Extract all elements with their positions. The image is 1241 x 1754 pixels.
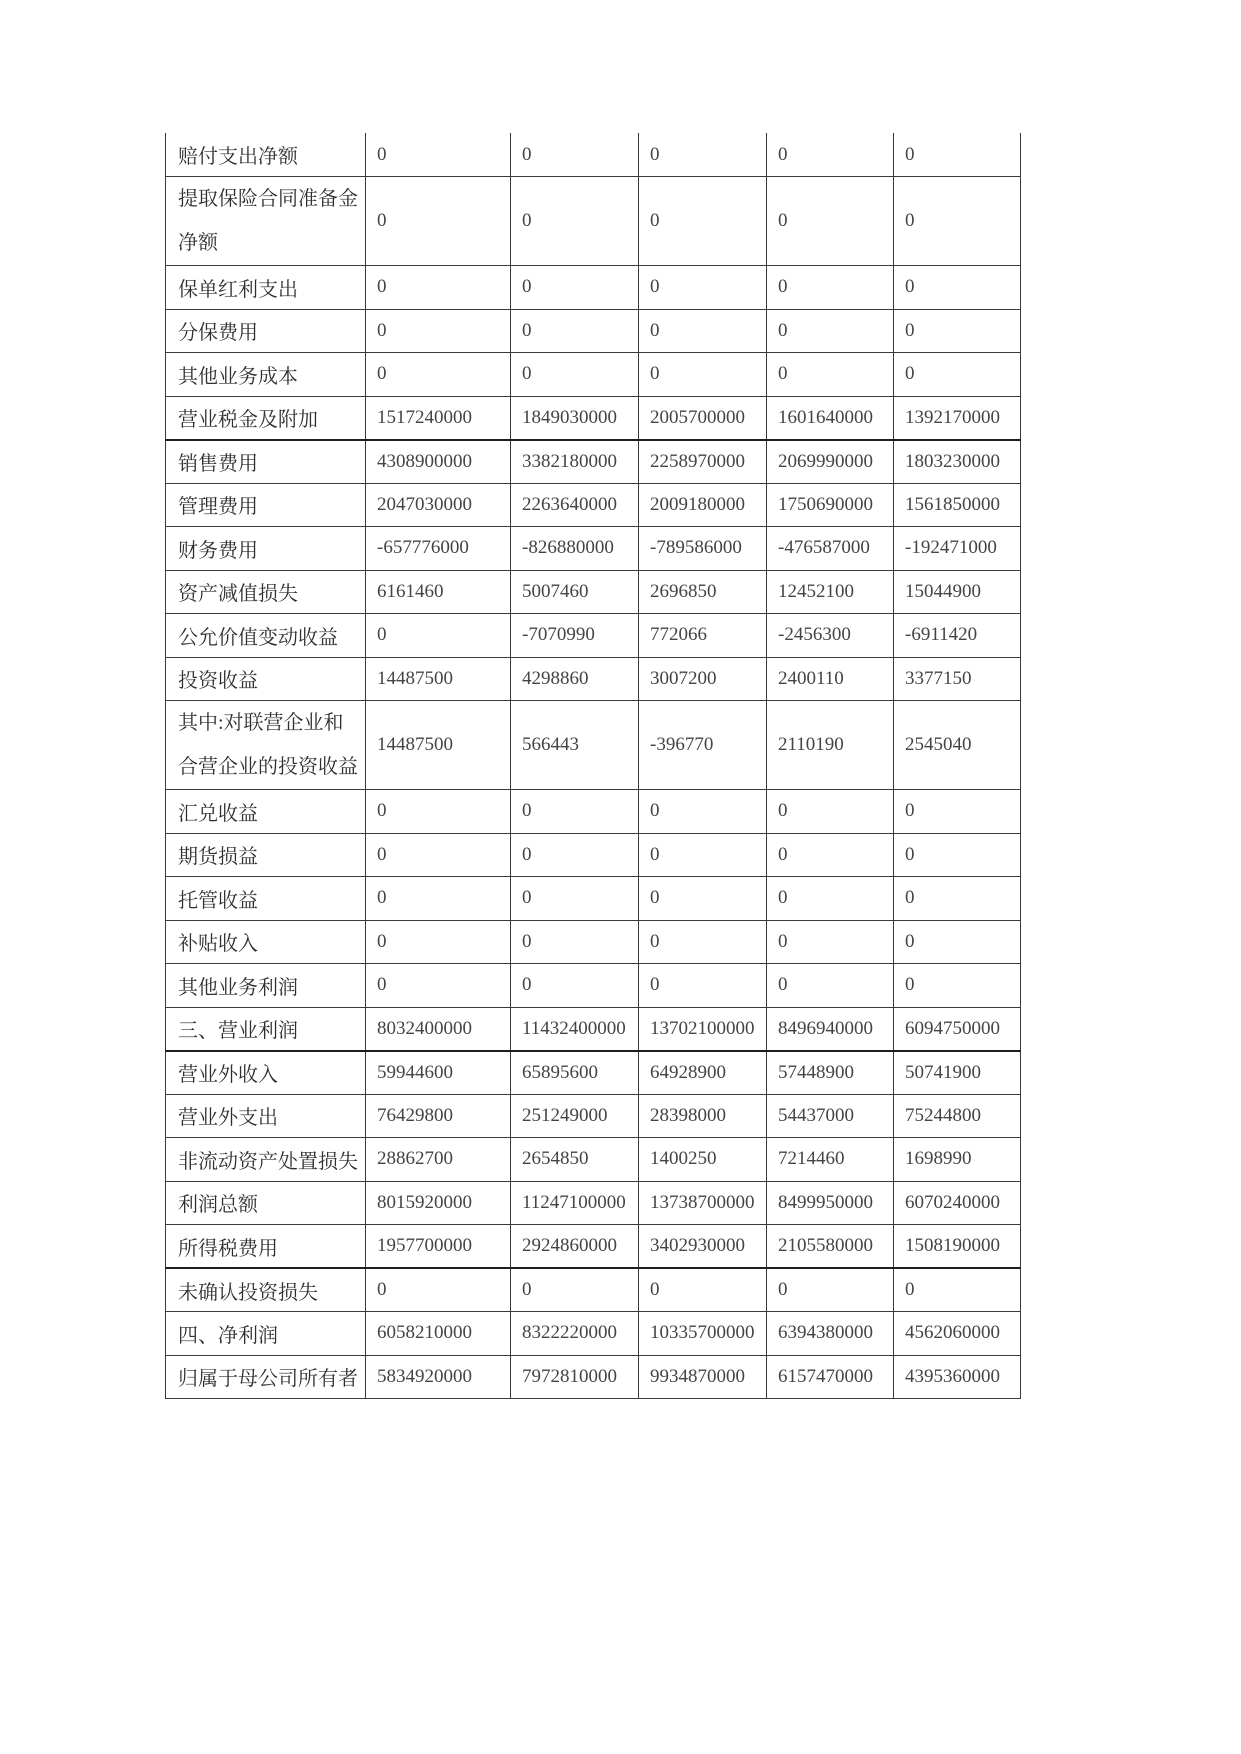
row-value: 2258970000 (639, 440, 767, 484)
row-value: 4298860 (511, 657, 639, 701)
income-statement-table (165, 133, 1021, 1399)
row-label: 赔付支出净额 (166, 133, 366, 177)
table-row (166, 527, 1021, 571)
row-value: -7070990 (511, 614, 639, 658)
row-value: 0 (511, 877, 639, 921)
table-row (166, 1268, 1021, 1312)
row-value: 0 (511, 833, 639, 877)
row-value: 0 (366, 133, 511, 177)
row-value: 0 (894, 1268, 1021, 1312)
table-row (166, 1181, 1021, 1225)
row-value: 59944600 (366, 1051, 511, 1095)
row-value: 57448900 (767, 1051, 894, 1095)
row-value: 7972810000 (511, 1355, 639, 1399)
row-value: 0 (767, 877, 894, 921)
row-value: 13702100000 (639, 1007, 767, 1051)
row-value: 6394380000 (767, 1312, 894, 1356)
table-row (166, 833, 1021, 877)
row-value: 6157470000 (767, 1355, 894, 1399)
row-label: 其他业务利润 (166, 964, 366, 1008)
row-value: 0 (639, 133, 767, 177)
row-value: 0 (639, 266, 767, 310)
row-value: 28862700 (366, 1138, 511, 1182)
row-value: 12452100 (767, 570, 894, 614)
row-value: 0 (511, 133, 639, 177)
row-value: -657776000 (366, 527, 511, 571)
row-value: 8322220000 (511, 1312, 639, 1356)
row-value: 0 (767, 177, 894, 266)
row-value: 11432400000 (511, 1007, 639, 1051)
row-value: 0 (767, 964, 894, 1008)
row-value: 4395360000 (894, 1355, 1021, 1399)
table-row (166, 440, 1021, 484)
row-value: 1849030000 (511, 396, 639, 440)
row-label: 四、净利润 (166, 1312, 366, 1356)
row-value: 14487500 (366, 657, 511, 701)
row-value: 4562060000 (894, 1312, 1021, 1356)
row-value: 0 (366, 877, 511, 921)
row-label: 保单红利支出 (166, 266, 366, 310)
row-label: 投资收益 (166, 657, 366, 701)
row-value: 0 (639, 309, 767, 353)
row-value: 2696850 (639, 570, 767, 614)
row-value: 0 (767, 266, 894, 310)
row-value: 1392170000 (894, 396, 1021, 440)
row-label: 托管收益 (166, 877, 366, 921)
row-value: 3377150 (894, 657, 1021, 701)
row-value: 0 (894, 133, 1021, 177)
row-label: 三、营业利润 (166, 1007, 366, 1051)
row-value: 5834920000 (366, 1355, 511, 1399)
row-value: 1601640000 (767, 396, 894, 440)
row-value: 0 (639, 1268, 767, 1312)
row-value: 0 (894, 790, 1021, 834)
row-label: 营业外收入 (166, 1051, 366, 1095)
row-value: 6058210000 (366, 1312, 511, 1356)
row-value: -2456300 (767, 614, 894, 658)
row-value: 0 (366, 177, 511, 266)
row-value: -192471000 (894, 527, 1021, 571)
row-value: 0 (639, 920, 767, 964)
row-value: 0 (894, 177, 1021, 266)
row-label: 提取保险合同准备金净额 (166, 177, 366, 266)
row-value: 0 (767, 1268, 894, 1312)
row-value: 0 (639, 177, 767, 266)
table-row (166, 133, 1021, 177)
row-value: 6070240000 (894, 1181, 1021, 1225)
row-value: 0 (639, 353, 767, 397)
row-label: 补贴收入 (166, 920, 366, 964)
table-row (166, 920, 1021, 964)
row-value: -396770 (639, 701, 767, 790)
row-value: 0 (894, 353, 1021, 397)
row-value: 0 (894, 877, 1021, 921)
table-row (166, 1094, 1021, 1138)
row-value: 0 (366, 309, 511, 353)
row-value: 2400110 (767, 657, 894, 701)
row-value: 0 (366, 266, 511, 310)
row-value: 0 (767, 133, 894, 177)
row-label: 公允价值变动收益 (166, 614, 366, 658)
row-value: 0 (767, 353, 894, 397)
table-row (166, 701, 1021, 790)
row-value: 54437000 (767, 1094, 894, 1138)
row-value: 3382180000 (511, 440, 639, 484)
row-value: 13738700000 (639, 1181, 767, 1225)
row-label: 归属于母公司所有者 (166, 1355, 366, 1399)
row-value: 772066 (639, 614, 767, 658)
row-value: 3402930000 (639, 1225, 767, 1269)
row-value: 2924860000 (511, 1225, 639, 1269)
row-label: 汇兑收益 (166, 790, 366, 834)
row-value: 11247100000 (511, 1181, 639, 1225)
row-value: 1750690000 (767, 483, 894, 527)
table-row (166, 396, 1021, 440)
row-label: 资产减值损失 (166, 570, 366, 614)
row-value: -826880000 (511, 527, 639, 571)
row-value: 15044900 (894, 570, 1021, 614)
row-value: 0 (767, 790, 894, 834)
row-value: 0 (511, 309, 639, 353)
row-value: 0 (894, 833, 1021, 877)
table-body (166, 133, 1021, 1399)
row-value: 0 (894, 920, 1021, 964)
row-value: 2263640000 (511, 483, 639, 527)
row-value: 75244800 (894, 1094, 1021, 1138)
row-label: 非流动资产处置损失 (166, 1138, 366, 1182)
table-row (166, 1051, 1021, 1095)
row-value: 0 (511, 353, 639, 397)
row-value: 0 (894, 266, 1021, 310)
row-value: -6911420 (894, 614, 1021, 658)
table-row (166, 657, 1021, 701)
row-value: 0 (366, 833, 511, 877)
row-value: 64928900 (639, 1051, 767, 1095)
row-value: 0 (511, 1268, 639, 1312)
table-row (166, 1312, 1021, 1356)
table-row (166, 1138, 1021, 1182)
row-value: -789586000 (639, 527, 767, 571)
row-value: 76429800 (366, 1094, 511, 1138)
row-value: 65895600 (511, 1051, 639, 1095)
row-value: 2545040 (894, 701, 1021, 790)
row-label: 管理费用 (166, 483, 366, 527)
row-value: 14487500 (366, 701, 511, 790)
row-value: 566443 (511, 701, 639, 790)
row-value: 50741900 (894, 1051, 1021, 1095)
row-value: 0 (511, 964, 639, 1008)
row-value: 1517240000 (366, 396, 511, 440)
row-value: 0 (366, 353, 511, 397)
row-value: 0 (366, 920, 511, 964)
table-row (166, 309, 1021, 353)
row-value: 7214460 (767, 1138, 894, 1182)
row-value: 2654850 (511, 1138, 639, 1182)
row-label: 销售费用 (166, 440, 366, 484)
row-value: 0 (767, 833, 894, 877)
row-value: 0 (639, 833, 767, 877)
row-value: 251249000 (511, 1094, 639, 1138)
table-row (166, 483, 1021, 527)
row-value: 1561850000 (894, 483, 1021, 527)
row-value: 2047030000 (366, 483, 511, 527)
row-value: 2105580000 (767, 1225, 894, 1269)
row-value: 1400250 (639, 1138, 767, 1182)
row-value: 0 (366, 1268, 511, 1312)
row-value: 0 (639, 790, 767, 834)
row-value: 0 (511, 790, 639, 834)
row-value: 0 (366, 790, 511, 834)
row-value: 0 (767, 920, 894, 964)
row-label: 其中:对联营企业和合营企业的投资收益 (166, 701, 366, 790)
row-label: 所得税费用 (166, 1225, 366, 1269)
row-label: 营业外支出 (166, 1094, 366, 1138)
row-value: 0 (511, 177, 639, 266)
table-row (166, 266, 1021, 310)
table-row (166, 177, 1021, 266)
row-label: 期货损益 (166, 833, 366, 877)
row-value: 0 (366, 614, 511, 658)
row-value: 0 (639, 964, 767, 1008)
table-row (166, 353, 1021, 397)
row-value: 1957700000 (366, 1225, 511, 1269)
table-row (166, 570, 1021, 614)
row-label: 财务费用 (166, 527, 366, 571)
row-value: 8496940000 (767, 1007, 894, 1051)
table-row (166, 1007, 1021, 1051)
row-value: 4308900000 (366, 440, 511, 484)
row-value: 8015920000 (366, 1181, 511, 1225)
table-row (166, 964, 1021, 1008)
row-value: 0 (639, 877, 767, 921)
row-label: 利润总额 (166, 1181, 366, 1225)
row-value: 2069990000 (767, 440, 894, 484)
row-value: 2009180000 (639, 483, 767, 527)
row-value: 8499950000 (767, 1181, 894, 1225)
row-value: 6161460 (366, 570, 511, 614)
row-value: 2005700000 (639, 396, 767, 440)
row-value: 1698990 (894, 1138, 1021, 1182)
row-value: 0 (767, 309, 894, 353)
row-value: 8032400000 (366, 1007, 511, 1051)
row-value: 5007460 (511, 570, 639, 614)
row-value: 6094750000 (894, 1007, 1021, 1051)
row-value: -476587000 (767, 527, 894, 571)
table-row (166, 614, 1021, 658)
table-row (166, 877, 1021, 921)
row-label: 未确认投资损失 (166, 1268, 366, 1312)
row-label: 其他业务成本 (166, 353, 366, 397)
row-value: 9934870000 (639, 1355, 767, 1399)
row-value: 1803230000 (894, 440, 1021, 484)
row-value: 10335700000 (639, 1312, 767, 1356)
row-value: 2110190 (767, 701, 894, 790)
row-value: 28398000 (639, 1094, 767, 1138)
row-value: 0 (511, 266, 639, 310)
row-value: 3007200 (639, 657, 767, 701)
table-row (166, 1225, 1021, 1269)
row-value: 0 (511, 920, 639, 964)
row-value: 0 (894, 309, 1021, 353)
row-label: 分保费用 (166, 309, 366, 353)
row-value: 0 (366, 964, 511, 1008)
table-row (166, 1355, 1021, 1399)
row-value: 0 (894, 964, 1021, 1008)
row-label: 营业税金及附加 (166, 396, 366, 440)
table-row (166, 790, 1021, 834)
row-value: 1508190000 (894, 1225, 1021, 1269)
